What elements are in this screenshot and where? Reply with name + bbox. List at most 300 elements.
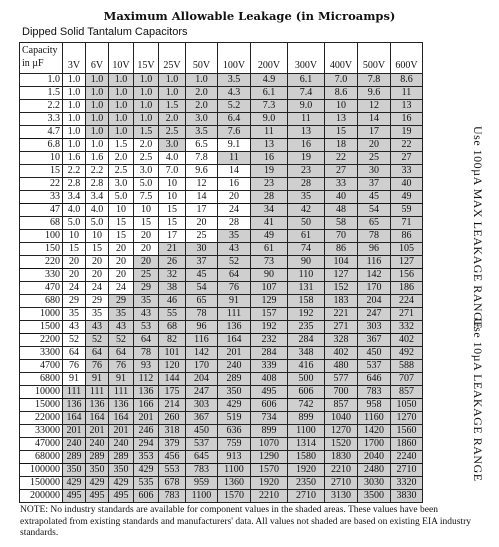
leakage-cell: 30 [358, 165, 391, 178]
leakage-cell: 367 [186, 412, 218, 425]
capacity-cell: 2200 [20, 334, 63, 347]
leakage-cell: 350 [218, 386, 251, 399]
leakage-cell: 136 [63, 399, 86, 412]
leakage-cell: 38 [159, 282, 186, 295]
leakage-cell: 54 [186, 282, 218, 295]
leakage-cell: 17 [159, 230, 186, 243]
leakage-cell: 136 [134, 386, 159, 399]
leakage-cell: 519 [218, 412, 251, 425]
leakage-cell: 232 [251, 334, 288, 347]
leakage-cell: 2.5 [159, 126, 186, 139]
leakage-cell: 204 [358, 295, 391, 308]
leakage-cell: 402 [325, 347, 358, 360]
leakage-cell: 74 [288, 243, 325, 256]
leakage-cell: 606 [134, 490, 159, 503]
leakage-cell: 65 [186, 295, 218, 308]
leakage-cell: 152 [325, 282, 358, 295]
leakage-cell: 246 [134, 425, 159, 438]
leakage-cell: 408 [251, 373, 288, 386]
leakage-cell: 35 [86, 308, 109, 321]
leakage-cell: 78 [358, 230, 391, 243]
leakage-cell: 12 [186, 178, 218, 191]
leakage-cell: 13 [391, 100, 423, 113]
leakage-cell: 28 [251, 191, 288, 204]
leakage-cell: 17 [358, 126, 391, 139]
leakage-cell: 35 [288, 191, 325, 204]
leakage-cell: 14 [186, 191, 218, 204]
leakage-cell: 8.6 [325, 87, 358, 100]
table-row [20, 438, 423, 451]
leakage-cell: 43 [86, 321, 109, 334]
leakage-cell: 52 [218, 256, 251, 269]
leakage-cell: 3830 [391, 490, 423, 503]
voltage-header: 500V [358, 43, 391, 74]
leakage-cell: 271 [325, 321, 358, 334]
leakage-cell: 104 [325, 256, 358, 269]
leakage-table-container [19, 42, 423, 503]
leakage-cell: 28 [218, 217, 251, 230]
leakage-cell: 284 [251, 347, 288, 360]
capacity-cell: 22000 [20, 412, 63, 425]
capacity-cell: 33000 [20, 425, 63, 438]
leakage-cell: 52 [86, 334, 109, 347]
leakage-cell: 64 [86, 347, 109, 360]
leakage-cell: 28 [288, 178, 325, 191]
leakage-cell: 37 [358, 178, 391, 191]
leakage-cell: 1270 [391, 412, 423, 425]
leakage-cell: 129 [251, 295, 288, 308]
voltage-header: 15V [134, 43, 159, 74]
leakage-cell: 1920 [251, 477, 288, 490]
leakage-cell: 5.0 [63, 217, 86, 230]
leakage-cell: 43 [134, 308, 159, 321]
leakage-cell: 1.0 [134, 100, 159, 113]
table-row [20, 451, 423, 464]
leakage-cell: 1.5 [159, 100, 186, 113]
leakage-cell: 2040 [358, 451, 391, 464]
capacity-cell: 68000 [20, 451, 63, 464]
leakage-cell: 1.0 [63, 139, 86, 152]
leakage-cell: 1314 [288, 438, 325, 451]
leakage-cell: 350 [63, 464, 86, 477]
capacity-header-line2: in µF [22, 58, 44, 69]
leakage-cell: 32 [159, 269, 186, 282]
leakage-cell: 157 [251, 308, 288, 321]
leakage-cell: 2350 [288, 477, 325, 490]
leakage-cell: 450 [186, 425, 218, 438]
leakage-cell: 1.0 [109, 87, 134, 100]
leakage-cell: 29 [86, 295, 109, 308]
leakage-cell: 183 [325, 295, 358, 308]
leakage-cell: 15 [325, 126, 358, 139]
leakage-cell: 678 [159, 477, 186, 490]
voltage-header: 600V [391, 43, 423, 74]
leakage-cell: 20 [134, 243, 159, 256]
leakage-cell: 15 [159, 217, 186, 230]
leakage-cell: 90 [251, 269, 288, 282]
leakage-cell: 456 [159, 451, 186, 464]
leakage-cell: 1860 [391, 438, 423, 451]
leakage-cell: 15 [134, 217, 159, 230]
leakage-cell: 127 [391, 256, 423, 269]
leakage-cell: 10 [109, 204, 134, 217]
leakage-cell: 15 [86, 243, 109, 256]
leakage-cell: 43 [109, 321, 134, 334]
table-row [20, 321, 423, 334]
capacity-cell: 2.2 [20, 100, 63, 113]
leakage-cell: 20 [63, 256, 86, 269]
leakage-cell: 1100 [186, 490, 218, 503]
leakage-cell: 1.0 [86, 113, 109, 126]
leakage-cell: 3.0 [159, 139, 186, 152]
leakage-cell: 120 [159, 360, 186, 373]
leakage-cell: 59 [391, 204, 423, 217]
voltage-header: 50V [186, 43, 218, 74]
leakage-cell: 20 [109, 243, 134, 256]
leakage-cell: 402 [391, 334, 423, 347]
leakage-cell: 3030 [358, 477, 391, 490]
leakage-cell: 201 [218, 347, 251, 360]
leakage-cell: 61 [288, 230, 325, 243]
leakage-cell: 175 [159, 386, 186, 399]
table-row [20, 308, 423, 321]
leakage-cell: 2.0 [134, 139, 159, 152]
leakage-cell: 12 [358, 100, 391, 113]
table-row [20, 204, 423, 217]
leakage-cell: 2210 [325, 464, 358, 477]
leakage-cell: 35 [63, 308, 86, 321]
capacity-cell: 470 [20, 282, 63, 295]
leakage-cell: 1290 [251, 451, 288, 464]
leakage-cell: 5.2 [218, 100, 251, 113]
leakage-cell: 303 [358, 321, 391, 334]
leakage-cell: 284 [288, 334, 325, 347]
leakage-cell: 78 [134, 347, 159, 360]
leakage-cell: 76 [63, 360, 86, 373]
leakage-cell: 700 [325, 386, 358, 399]
leakage-cell: 1360 [218, 477, 251, 490]
leakage-cell: 46 [159, 295, 186, 308]
leakage-cell: 96 [358, 243, 391, 256]
leakage-cell: 22 [325, 152, 358, 165]
leakage-cell: 332 [391, 321, 423, 334]
voltage-header: 6V [86, 43, 109, 74]
leakage-cell: 65 [358, 217, 391, 230]
capacity-cell: 6800 [20, 373, 63, 386]
leakage-cell: 783 [358, 386, 391, 399]
leakage-cell: 1830 [325, 451, 358, 464]
leakage-cell: 5.0 [86, 217, 109, 230]
leakage-cell: 201 [134, 412, 159, 425]
leakage-cell: 86 [391, 230, 423, 243]
leakage-cell: 1520 [325, 438, 358, 451]
leakage-cell: 53 [134, 321, 159, 334]
leakage-cell: 1.6 [86, 152, 109, 165]
leakage-cell: 11 [251, 126, 288, 139]
leakage-cell: 52 [63, 334, 86, 347]
leakage-cell: 186 [391, 282, 423, 295]
leakage-cell: 64 [218, 269, 251, 282]
leakage-cell: 164 [63, 412, 86, 425]
leakage-cell: 11 [218, 152, 251, 165]
leakage-cell: 15 [109, 217, 134, 230]
capacity-cell: 150000 [20, 477, 63, 490]
leakage-cell: 19 [288, 152, 325, 165]
leakage-cell: 3.5 [218, 74, 251, 87]
capacity-cell: 6.8 [20, 139, 63, 152]
leakage-cell: 1100 [218, 464, 251, 477]
leakage-cell: 958 [358, 399, 391, 412]
leakage-cell: 6.1 [251, 87, 288, 100]
leakage-cell: 6.5 [186, 139, 218, 152]
leakage-cell: 3130 [325, 490, 358, 503]
leakage-cell: 166 [134, 399, 159, 412]
leakage-cell: 20 [86, 269, 109, 282]
leakage-cell: 16 [288, 139, 325, 152]
leakage-cell: 1.0 [86, 139, 109, 152]
leakage-cell: 3.0 [186, 113, 218, 126]
leakage-cell: 2710 [391, 464, 423, 477]
leakage-cell: 2210 [251, 490, 288, 503]
leakage-cell: 1560 [391, 425, 423, 438]
leakage-cell: 3.4 [86, 191, 109, 204]
leakage-cell: 64 [63, 347, 86, 360]
leakage-cell: 105 [391, 243, 423, 256]
leakage-cell: 76 [218, 282, 251, 295]
leakage-cell: 2.5 [134, 152, 159, 165]
leakage-cell: 1100 [288, 425, 325, 438]
leakage-cell: 9.0 [251, 113, 288, 126]
leakage-cell: 96 [186, 321, 218, 334]
leakage-cell: 49 [391, 191, 423, 204]
leakage-cell: 64 [134, 334, 159, 347]
leakage-cell: 1.0 [109, 126, 134, 139]
leakage-cell: 247 [358, 308, 391, 321]
leakage-cell: 110 [288, 269, 325, 282]
leakage-cell: 899 [288, 412, 325, 425]
voltage-header: 200V [251, 43, 288, 74]
leakage-cell: 348 [288, 347, 325, 360]
leakage-cell: 15 [63, 243, 86, 256]
table-row [20, 217, 423, 230]
leakage-cell: 537 [186, 438, 218, 451]
capacity-cell: 220 [20, 256, 63, 269]
table-row [20, 126, 423, 139]
capacity-cell: 3300 [20, 347, 63, 360]
leakage-cell: 318 [159, 425, 186, 438]
table-row [20, 347, 423, 360]
leakage-cell: 170 [358, 282, 391, 295]
leakage-cell: 34 [251, 204, 288, 217]
leakage-cell: 742 [288, 399, 325, 412]
leakage-cell: 164 [86, 412, 109, 425]
leakage-cell: 33 [325, 178, 358, 191]
leakage-cell: 71 [391, 217, 423, 230]
leakage-cell: 3320 [391, 477, 423, 490]
table-row [20, 373, 423, 386]
leakage-cell: 37 [186, 256, 218, 269]
leakage-cell: 29 [134, 282, 159, 295]
leakage-cell: 588 [391, 360, 423, 373]
table-row [20, 282, 423, 295]
capacity-cell: 4.7 [20, 126, 63, 139]
capacity-cell: 10000 [20, 386, 63, 399]
table-row [20, 399, 423, 412]
leakage-cell: 577 [325, 373, 358, 386]
leakage-cell: 50 [288, 217, 325, 230]
leakage-cell: 41 [251, 217, 288, 230]
leakage-cell: 10 [325, 100, 358, 113]
leakage-cell: 40 [391, 178, 423, 191]
table-row [20, 74, 423, 87]
leakage-cell: 42 [288, 204, 325, 217]
capacity-cell: 200000 [20, 490, 63, 503]
leakage-cell: 7.0 [325, 74, 358, 87]
leakage-cell: 1.0 [63, 126, 86, 139]
leakage-cell: 636 [218, 425, 251, 438]
capacity-cell: 100 [20, 230, 63, 243]
leakage-cell: 127 [325, 269, 358, 282]
leakage-cell: 25 [358, 152, 391, 165]
table-row [20, 243, 423, 256]
table-row [20, 477, 423, 490]
leakage-cell: 27 [391, 152, 423, 165]
leakage-cell: 1.0 [63, 113, 86, 126]
leakage-cell: 76 [86, 360, 109, 373]
leakage-cell: 136 [218, 321, 251, 334]
leakage-cell: 15 [159, 204, 186, 217]
table-row [20, 87, 423, 100]
leakage-cell: 19 [251, 165, 288, 178]
leakage-cell: 289 [109, 451, 134, 464]
leakage-cell: 10 [86, 230, 109, 243]
leakage-cell: 23 [288, 165, 325, 178]
leakage-cell: 240 [63, 438, 86, 451]
leakage-cell: 224 [391, 295, 423, 308]
leakage-cell: 2240 [391, 451, 423, 464]
leakage-cell: 45 [186, 269, 218, 282]
leakage-cell: 734 [251, 412, 288, 425]
leakage-cell: 70 [325, 230, 358, 243]
table-row [20, 412, 423, 425]
leakage-cell: 19 [391, 126, 423, 139]
leakage-cell: 495 [251, 386, 288, 399]
table-row [20, 100, 423, 113]
leakage-cell: 2.2 [63, 165, 86, 178]
leakage-cell: 16 [218, 178, 251, 191]
leakage-cell: 52 [109, 334, 134, 347]
leakage-cell: 1920 [288, 464, 325, 477]
leakage-cell: 495 [109, 490, 134, 503]
leakage-cell: 289 [218, 373, 251, 386]
leakage-cell: 1.0 [159, 74, 186, 87]
leakage-cell: 2.0 [186, 87, 218, 100]
leakage-cell: 7.5 [134, 191, 159, 204]
leakage-cell: 156 [391, 269, 423, 282]
capacity-cell: 100000 [20, 464, 63, 477]
capacity-cell: 330 [20, 269, 63, 282]
leakage-cell: 450 [358, 347, 391, 360]
leakage-cell: 73 [251, 256, 288, 269]
leakage-cell: 142 [186, 347, 218, 360]
leakage-cell: 221 [325, 308, 358, 321]
leakage-cell: 328 [325, 334, 358, 347]
leakage-cell: 240 [109, 438, 134, 451]
leakage-cell: 91 [109, 373, 134, 386]
table-subtitle: Dipped Solid Tantalum Capacitors [22, 26, 188, 38]
voltage-header: 25V [159, 43, 186, 74]
leakage-cell: 16 [391, 113, 423, 126]
leakage-cell: 537 [358, 360, 391, 373]
table-row [20, 464, 423, 477]
leakage-cell: 247 [186, 386, 218, 399]
leakage-cell: 240 [86, 438, 109, 451]
leakage-cell: 101 [159, 347, 186, 360]
leakage-cell: 1.0 [109, 74, 134, 87]
leakage-cell: 5.0 [134, 178, 159, 191]
leakage-cell: 289 [63, 451, 86, 464]
leakage-cell: 1570 [218, 490, 251, 503]
leakage-cell: 707 [391, 373, 423, 386]
leakage-cell: 201 [86, 425, 109, 438]
capacity-header [20, 43, 63, 74]
leakage-cell: 49 [251, 230, 288, 243]
leakage-cell: 27 [325, 165, 358, 178]
leakage-cell: 24 [86, 282, 109, 295]
leakage-cell: 1.0 [134, 74, 159, 87]
voltage-header: 100V [218, 43, 251, 74]
leakage-cell: 1.0 [86, 100, 109, 113]
leakage-cell: 112 [134, 373, 159, 386]
table-row [20, 113, 423, 126]
leakage-cell: 303 [186, 399, 218, 412]
capacity-cell: 4700 [20, 360, 63, 373]
side-note-10ua: Use 10µA LEAKAGE RANGE [471, 318, 485, 482]
leakage-cell: 7.6 [218, 126, 251, 139]
leakage-cell: 2.2 [86, 165, 109, 178]
leakage-cell: 2710 [325, 477, 358, 490]
capacity-cell: 680 [20, 295, 63, 308]
leakage-cell: 20 [358, 139, 391, 152]
leakage-cell: 24 [63, 282, 86, 295]
capacity-cell: 3.3 [20, 113, 63, 126]
leakage-cell: 35 [134, 295, 159, 308]
leakage-cell: 492 [391, 347, 423, 360]
leakage-cell: 142 [358, 269, 391, 282]
leakage-cell: 93 [134, 360, 159, 373]
leakage-cell: 1.0 [109, 113, 134, 126]
leakage-cell: 86 [325, 243, 358, 256]
leakage-cell: 294 [134, 438, 159, 451]
leakage-cell: 58 [325, 217, 358, 230]
leakage-cell: 4.9 [251, 74, 288, 87]
leakage-cell: 20 [218, 191, 251, 204]
leakage-cell: 54 [358, 204, 391, 217]
leakage-cell: 1.5 [134, 126, 159, 139]
leakage-cell: 24 [218, 204, 251, 217]
leakage-cell: 271 [391, 308, 423, 321]
leakage-cell: 29 [63, 295, 86, 308]
capacity-cell: 1.5 [20, 87, 63, 100]
table-row [20, 191, 423, 204]
leakage-cell: 64 [109, 347, 134, 360]
leakage-cell: 33 [391, 165, 423, 178]
leakage-cell: 350 [86, 464, 109, 477]
leakage-cell: 144 [159, 373, 186, 386]
leakage-cell: 1700 [358, 438, 391, 451]
leakage-cell: 111 [218, 308, 251, 321]
leakage-cell: 235 [288, 321, 325, 334]
